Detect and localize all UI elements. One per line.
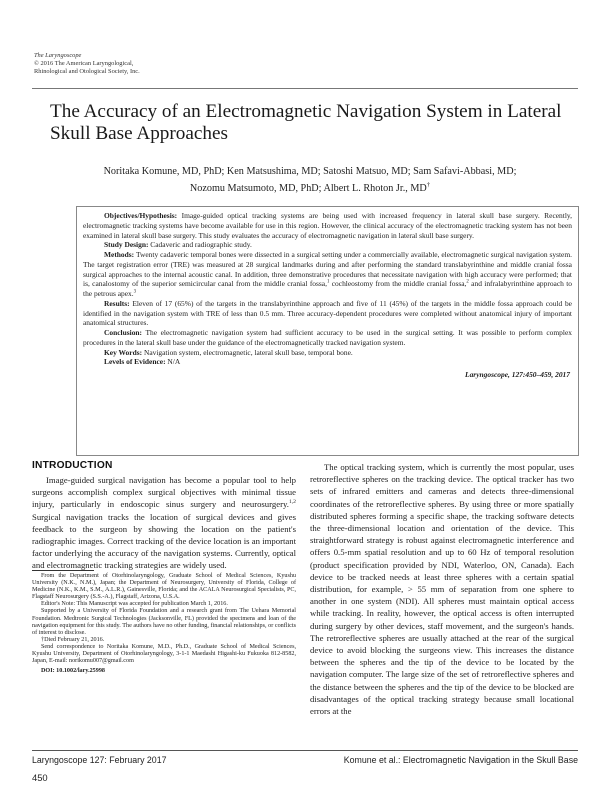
title-line-1: The Accuracy of an Electromagnetic Navigation System in Lateral — [50, 101, 562, 122]
keywords-label: Key Words: — [104, 347, 143, 357]
objectives-label: Objectives/Hypothesis: — [104, 211, 178, 220]
journal-header — [34, 52, 140, 76]
methods-text-a: Twenty cadaveric temporal bones were dissected in a surgical setting under a commercially available, electromagnetic surgical navigation system. The target registration error (TRE) was measured at 28 surgical landmarks during and after performing the standard translabyrinthine and middle cranial fossa surgical approaches to the internal acoustic canal. In addition, three demonstrative procedures that necessitate navigation with high accuracy were performed; that is, canalostomy of the superior semicircular canal from the middle cranial fossa, — [83, 250, 572, 289]
ref-marker: 1,2 — [288, 499, 296, 506]
footer-rule — [32, 750, 578, 751]
results-label: Results: — [104, 298, 130, 308]
abstract-design — [83, 240, 572, 250]
page-number: 450 — [32, 772, 48, 783]
deceased-marker: † — [426, 181, 431, 189]
footnote-affiliations: From the Department of Otorhinolaryngology, Graduate School of Medical Sciences, Kyushu University (N.K., N.M.), Japan; the Department of Neurosurgery, University of Florida, College of Medicine (N.K., K.M., S.M., A.L.R.), Gainesville, Florida; and the ACALA Neurosurgical Specialists, PC, Flagstaff Neurosurgery (S.S.-A.), Flagstaff, Arizona, U.S.A. — [32, 573, 296, 601]
footnote-rule — [32, 570, 94, 571]
authors-line-2-text: Nozomu Matsumoto, MD, PhD; Albert L. Rhoton Jr., MD — [189, 183, 427, 194]
design-label: Study Design: — [104, 240, 149, 250]
abstract-keywords — [83, 348, 572, 358]
journal-name: The Laryngoscope — [34, 52, 82, 59]
evidence-text: N/A — [165, 357, 181, 367]
intro-text-a: Image-guided surgical navigation has become a popular tool to help surgeons accomplish complex surgical objectives with minimal tissue injury, particularly in endoscopic sinus surgery and neurosurgery. — [32, 475, 296, 510]
design-text: Cadaveric and radiographic study. — [148, 240, 252, 250]
authors-line-2 — [50, 180, 570, 197]
ref-marker: 1 — [326, 279, 330, 285]
journal-society: Rhinological and Otological Society, Inc. — [34, 68, 140, 75]
section-heading-introduction: INTRODUCTION — [32, 460, 113, 471]
header-rule — [32, 88, 578, 89]
conclusion-text: The electromagnetic navigation system had sufficient accuracy to be used in the surgical setting. It was possible to perform complex procedures in the lateral skull base under the guidance of the electromagnetically tracked navigation system. — [83, 328, 572, 347]
abstract-methods — [83, 250, 572, 299]
article-title — [50, 101, 570, 145]
abstract-citation: Laryngoscope, 127:450–459, 2017 — [465, 370, 570, 379]
conclusion-label: Conclusion: — [104, 328, 143, 337]
evidence-label: Levels of Evidence: — [104, 357, 166, 367]
ref-marker: 3 — [133, 289, 137, 295]
journal-copyright: © 2016 The American Laryngological, — [34, 60, 134, 67]
intro-paragraph — [32, 474, 296, 572]
abstract-results — [83, 299, 572, 328]
footnote-editor-note: Editor's Note: This Manuscript was accepted for publication March 1, 2016. — [41, 601, 228, 608]
footnote-deceased: †Died February 21, 2016. — [41, 636, 105, 643]
intro-text-b: Surgical navigation tracks the location of surgical devices and gives feedback to the surgeon by showing the location on the patient's radiographic images. Correct tracking of the device location is an important factor underlying the accuracy of the navigation systems. Currently, optical and electromagnetic tracking strategies are widely used. — [32, 511, 296, 571]
methods-text-c: and infralabyrinthine approach to the petrous apex. — [83, 279, 572, 298]
abstract-evidence — [83, 357, 572, 367]
intro-right-column — [310, 461, 574, 717]
intro-left-column — [32, 474, 296, 572]
results-text: Eleven of 17 (65%) of the targets in the translabyrinthine approach and five of 11 (45%) of the targets in the middle fossa approach could be identified in the navigation system with TRE of less than 0.5 mm. Three accuracy-dependent procedures were completed without anatomical injury of important anatomical structures. — [83, 298, 572, 328]
authors-line-1: Noritaka Komune, MD, PhD; Ken Matsushima, MD; Satoshi Matsuo, MD; Sam Safavi-Abbasi, MD; — [103, 166, 517, 177]
footnote-correspondence: Send correspondence to Noritaka Komune, M.D., Ph.D., Graduate School of Medical Sciences, Kyushu University, Department of Otorhinolaryngology, 3-1-1 Maedashi Higashi-ku Fukuoka 812-8582, Japan, E-mail: norikomu007@gmail.com — [32, 643, 296, 665]
ref-marker: 2 — [466, 279, 469, 285]
footer-running-title: Komune et al.: Electromagnetic Navigation in the Skull Base — [343, 755, 578, 765]
objectives-text: Image-guided optical tracking systems are being used with increased frequency in lateral skull base surgery. Recently, electromagnetic tracking systems have become available for use in this region. However, the clinical accuracy of the electromagnetic tracking system has not been examined in lateral skull base surgery. This study evaluates the accuracy of electromagnetic navigation in lateral skull base surgery. — [83, 211, 572, 240]
abstract-box — [76, 206, 579, 456]
doi: DOI: 10.1002/lary.25998 — [41, 668, 105, 675]
author-list — [50, 163, 570, 197]
abstract-objectives — [83, 211, 572, 240]
keywords-text: Navigation system, electromagnetic, lateral skull base, temporal bone. — [142, 347, 353, 357]
optical-tracking-paragraph: The optical tracking system, which is currently the most popular, uses retroreflective spheres on the tracking device. The optical tracker has two sets of infrared emitters and cameras and detects three-dimensional coordinates of the retroreflective spheres. By using three or more spatially distributed spheres forming a specific shape, the tracking software detects the three-dimensional location and orientation of the device. This straightforward strategy is robust against electromagnetic interference and offers 0.5-mm spatial resolution and up to 60 Hz of temporal resolution (product specification provided by NDI, Waterloo, ON, Canada). Each device to be tracked needs at least three spheres with a certain spatial distribution, for example, > 55 mm of separation from one sphere to another in one system (NDI). All spheres must maintain optical access while tracking. In reality, however, the optical access is often interrupted during surgery by other devices, staff movement, and the surgeon's hands. The retroreflective spheres are usually attached at the rear of the surgical device to avoid blocking the surgeons view. This increases the distance between the spheres and the tip of the device to be located by the navigation computer. The large size of the set of retroreflective spheres and the distance between the spheres and the tip of the device to be blocked are disadvantages of the optical tracking strategy because small locational errors at the — [310, 462, 574, 717]
footnotes — [32, 573, 296, 675]
title-line-2: Skull Base Approaches — [50, 123, 228, 144]
footnote-funding: Supported by a University of Florida Foundation and a research grant from The Uehara Memorial Foundation. Medtronic Surgical Technologies (Jacksonville, FL) provided the specimens and loan of the navigation equipment for this study. The authors have no other funding, financial relationships, or conflicts of interest to disclose. — [32, 608, 296, 636]
methods-label: Methods: — [104, 250, 135, 259]
abstract-conclusion — [83, 328, 572, 348]
footer-journal-issue: Laryngoscope 127: February 2017 — [32, 755, 167, 765]
methods-text-b: cochleostomy from the middle cranial fossa, — [329, 279, 467, 289]
